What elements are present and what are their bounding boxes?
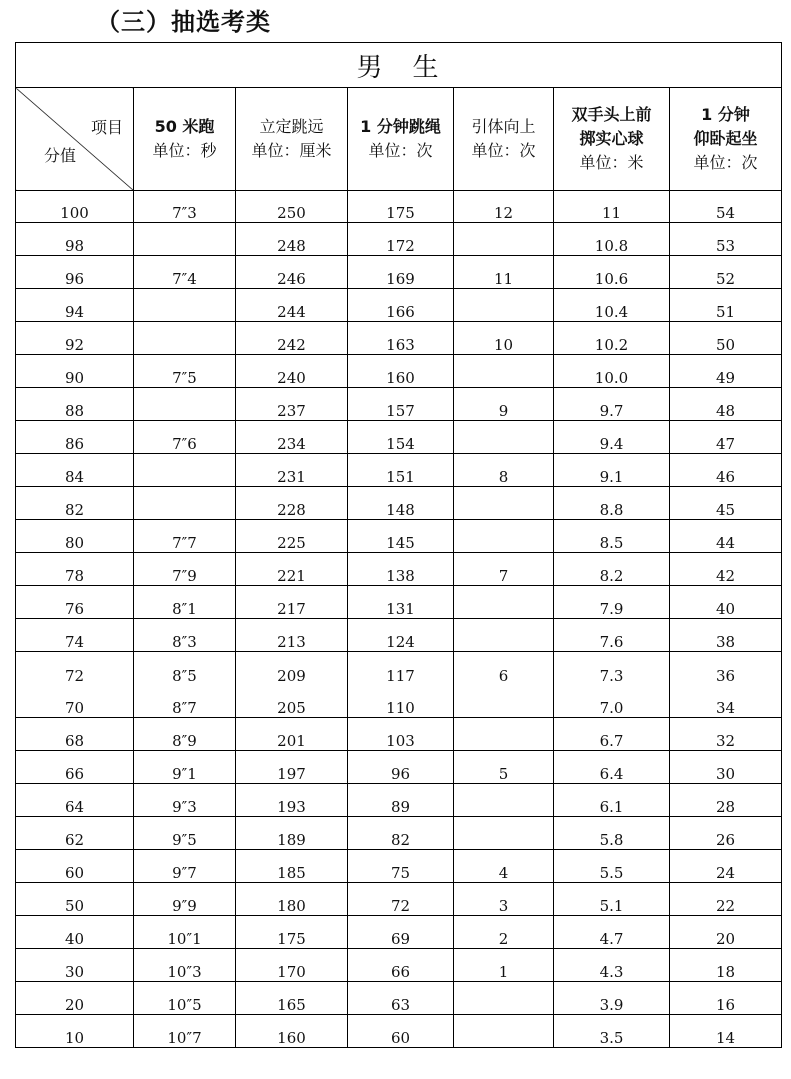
rope-skip-cell: 160 [348,355,454,388]
rope-skip-cell: 148 [348,487,454,520]
ball-throw-cell: 3.9 [554,982,670,1015]
run-50m-cell [134,487,236,520]
ball-throw-cell: 8.5 [554,520,670,553]
pull-up-cell [454,619,554,652]
table-row [16,586,782,619]
run-50m-cell: 10″3 [134,949,236,982]
long-jump-cell: 175 [236,916,348,949]
long-jump-cell: 240 [236,355,348,388]
pull-up-cell: 4 [454,850,554,883]
male-score-table [15,42,782,1048]
long-jump-cell: 201 [236,718,348,751]
pull-up-cell [454,817,554,850]
run-50m-cell: 9″7 [134,850,236,883]
sit-up-cell: 34 [670,685,782,718]
column-unit: 单位：秒 [152,141,217,160]
run-50m-cell [134,322,236,355]
ball-throw-cell: 9.7 [554,388,670,421]
score-cell: 76 [16,586,134,619]
table-row [16,1015,782,1048]
long-jump-cell: 180 [236,883,348,916]
rope-skip-cell: 124 [348,619,454,652]
rope-skip-cell: 63 [348,982,454,1015]
run-50m-cell: 7″6 [134,421,236,454]
long-jump-cell: 205 [236,685,348,718]
long-jump-cell: 228 [236,487,348,520]
score-cell: 50 [16,883,134,916]
ball-throw-cell: 10.6 [554,256,670,289]
ball-throw-cell: 10.4 [554,289,670,322]
pull-up-cell [454,487,554,520]
score-cell: 100 [16,191,134,223]
long-jump-cell: 217 [236,586,348,619]
pull-up-cell [454,421,554,454]
run-50m-cell: 8″3 [134,619,236,652]
column-title: 双手头上前 [571,105,652,124]
run-50m-cell: 8″9 [134,718,236,751]
sit-up-cell: 51 [670,289,782,322]
rope-skip-cell: 157 [348,388,454,421]
rope-skip-cell: 75 [348,850,454,883]
table-row [16,751,782,784]
table-row [16,421,782,454]
long-jump-cell: 165 [236,982,348,1015]
ball-throw-cell: 8.8 [554,487,670,520]
pull-up-cell: 7 [454,553,554,586]
table-row [16,520,782,553]
ball-throw-cell: 6.7 [554,718,670,751]
rope-skip-cell: 138 [348,553,454,586]
sit-up-cell: 26 [670,817,782,850]
sit-up-cell: 44 [670,520,782,553]
column-header-standing-long-jump [236,88,348,191]
score-cell: 84 [16,454,134,487]
table-row [16,454,782,487]
table-row [16,355,782,388]
column-header-sit-ups [670,88,782,191]
sit-up-cell: 20 [670,916,782,949]
ball-throw-cell: 9.4 [554,421,670,454]
rope-skip-cell: 72 [348,883,454,916]
long-jump-cell: 231 [236,454,348,487]
table-row [16,817,782,850]
pull-up-cell [454,355,554,388]
sit-up-cell: 24 [670,850,782,883]
pull-up-cell: 1 [454,949,554,982]
score-cell: 94 [16,289,134,322]
rope-skip-cell: 96 [348,751,454,784]
long-jump-cell: 225 [236,520,348,553]
long-jump-cell: 244 [236,289,348,322]
ball-throw-cell: 7.0 [554,685,670,718]
column-unit: 单位：次 [471,141,536,160]
run-50m-cell: 9″3 [134,784,236,817]
header-score-label: 分值 [44,146,77,165]
column-unit: 单位：次 [693,153,758,172]
run-50m-cell [134,223,236,256]
run-50m-cell: 7″5 [134,355,236,388]
pull-up-cell: 11 [454,256,554,289]
pull-up-cell [454,685,554,718]
sit-up-cell: 38 [670,619,782,652]
column-title: 50 米跑 [154,117,215,136]
column-header-medicine-ball-throw [554,88,670,191]
pull-up-cell [454,223,554,256]
run-50m-cell [134,388,236,421]
sit-up-cell: 32 [670,718,782,751]
table-row [16,388,782,421]
column-title: 立定跳远 [259,117,324,136]
run-50m-cell: 8″5 [134,652,236,685]
long-jump-cell: 250 [236,191,348,223]
column-header-rope-skipping [348,88,454,191]
table-row [16,784,782,817]
rope-skip-cell: 145 [348,520,454,553]
column-unit: 单位：次 [368,141,433,160]
score-cell: 66 [16,751,134,784]
run-50m-cell: 7″9 [134,553,236,586]
sit-up-cell: 47 [670,421,782,454]
table-row [16,256,782,289]
run-50m-cell: 9″9 [134,883,236,916]
run-50m-cell [134,289,236,322]
sit-up-cell: 22 [670,883,782,916]
ball-throw-cell: 7.6 [554,619,670,652]
ball-throw-cell: 5.5 [554,850,670,883]
ball-throw-cell: 9.1 [554,454,670,487]
long-jump-cell: 193 [236,784,348,817]
score-cell: 74 [16,619,134,652]
pull-up-cell [454,289,554,322]
table-row [16,322,782,355]
long-jump-cell: 221 [236,553,348,586]
rope-skip-cell: 110 [348,685,454,718]
rope-skip-cell: 66 [348,949,454,982]
ball-throw-cell: 5.1 [554,883,670,916]
column-title: 1 分钟跳绳 [360,117,441,136]
sit-up-cell: 46 [670,454,782,487]
long-jump-cell: 170 [236,949,348,982]
score-cell: 20 [16,982,134,1015]
ball-throw-cell: 4.7 [554,916,670,949]
table-row [16,487,782,520]
score-cell: 86 [16,421,134,454]
pull-up-cell: 8 [454,454,554,487]
sit-up-cell: 16 [670,982,782,1015]
score-cell: 30 [16,949,134,982]
table-row [16,652,782,685]
sit-up-cell: 14 [670,1015,782,1048]
pull-up-cell: 9 [454,388,554,421]
column-title-line2: 掷实心球 [579,129,644,148]
column-unit: 单位：米 [579,153,644,172]
run-50m-cell [134,454,236,487]
rope-skip-cell: 175 [348,191,454,223]
long-jump-cell: 234 [236,421,348,454]
rope-skip-cell: 163 [348,322,454,355]
run-50m-cell: 8″1 [134,586,236,619]
sit-up-cell: 30 [670,751,782,784]
long-jump-cell: 248 [236,223,348,256]
sit-up-cell: 53 [670,223,782,256]
column-header-pull-ups [454,88,554,191]
rope-skip-cell: 60 [348,1015,454,1048]
score-cell: 90 [16,355,134,388]
long-jump-cell: 160 [236,1015,348,1048]
pull-up-cell [454,982,554,1015]
ball-throw-cell: 6.1 [554,784,670,817]
score-cell: 80 [16,520,134,553]
run-50m-cell: 10″1 [134,916,236,949]
pull-up-cell: 5 [454,751,554,784]
sit-up-cell: 40 [670,586,782,619]
pull-up-cell: 3 [454,883,554,916]
score-table-body [16,191,782,1048]
score-cell: 88 [16,388,134,421]
long-jump-cell: 246 [236,256,348,289]
table-row [16,685,782,718]
pull-up-cell: 6 [454,652,554,685]
pull-up-cell: 2 [454,916,554,949]
column-title-line2: 仰卧起坐 [693,129,758,148]
table-row [16,191,782,223]
rope-skip-cell: 172 [348,223,454,256]
table-banner: 男 生 [16,43,782,88]
long-jump-cell: 242 [236,322,348,355]
sit-up-cell: 42 [670,553,782,586]
ball-throw-cell: 6.4 [554,751,670,784]
rope-skip-cell: 69 [348,916,454,949]
ball-throw-cell: 10.2 [554,322,670,355]
table-row [16,718,782,751]
sit-up-cell: 18 [670,949,782,982]
rope-skip-cell: 103 [348,718,454,751]
run-50m-cell: 10″5 [134,982,236,1015]
run-50m-cell: 9″1 [134,751,236,784]
sit-up-cell: 48 [670,388,782,421]
sit-up-cell: 45 [670,487,782,520]
rope-skip-cell: 166 [348,289,454,322]
rope-skip-cell: 82 [348,817,454,850]
long-jump-cell: 213 [236,619,348,652]
sit-up-cell: 36 [670,652,782,685]
sit-up-cell: 28 [670,784,782,817]
table-row [16,982,782,1015]
score-cell: 82 [16,487,134,520]
pull-up-cell [454,1015,554,1048]
table-row [16,619,782,652]
section-heading: （三）抽选考类 [96,8,271,36]
run-50m-cell: 9″5 [134,817,236,850]
run-50m-cell: 7″7 [134,520,236,553]
score-cell: 10 [16,1015,134,1048]
rope-skip-cell: 131 [348,586,454,619]
ball-throw-cell: 10.8 [554,223,670,256]
score-cell: 70 [16,685,134,718]
run-50m-cell: 8″7 [134,685,236,718]
ball-throw-cell: 7.9 [554,586,670,619]
pull-up-cell: 12 [454,191,554,223]
header-item-label: 项目 [90,118,123,137]
sit-up-cell: 52 [670,256,782,289]
rope-skip-cell: 151 [348,454,454,487]
score-cell: 92 [16,322,134,355]
score-cell: 62 [16,817,134,850]
long-jump-cell: 189 [236,817,348,850]
ball-throw-cell: 5.8 [554,817,670,850]
column-unit: 单位：厘米 [251,141,332,160]
score-cell: 64 [16,784,134,817]
sit-up-cell: 50 [670,322,782,355]
score-cell: 98 [16,223,134,256]
table-row [16,916,782,949]
table-row [16,289,782,322]
rope-skip-cell: 89 [348,784,454,817]
score-cell: 60 [16,850,134,883]
rope-skip-cell: 169 [348,256,454,289]
rope-skip-cell: 154 [348,421,454,454]
long-jump-cell: 197 [236,751,348,784]
column-header-50m-run [134,88,236,191]
long-jump-cell: 237 [236,388,348,421]
header-row [16,88,782,191]
sit-up-cell: 49 [670,355,782,388]
score-cell: 40 [16,916,134,949]
table-row [16,883,782,916]
long-jump-cell: 185 [236,850,348,883]
long-jump-cell: 209 [236,652,348,685]
run-50m-cell: 7″3 [134,191,236,223]
ball-throw-cell: 3.5 [554,1015,670,1048]
column-title: 1 分钟 [701,105,750,124]
pull-up-cell [454,586,554,619]
run-50m-cell: 10″7 [134,1015,236,1048]
sit-up-cell: 54 [670,191,782,223]
column-title: 引体向上 [471,117,536,136]
score-cell: 96 [16,256,134,289]
ball-throw-cell: 8.2 [554,553,670,586]
ball-throw-cell: 10.0 [554,355,670,388]
table-row [16,850,782,883]
pull-up-cell [454,784,554,817]
pull-up-cell [454,718,554,751]
ball-throw-cell: 11 [554,191,670,223]
pull-up-cell: 10 [454,322,554,355]
pull-up-cell [454,520,554,553]
table-row [16,553,782,586]
rope-skip-cell: 117 [348,652,454,685]
score-cell: 78 [16,553,134,586]
score-cell: 68 [16,718,134,751]
table-row [16,223,782,256]
table-row [16,949,782,982]
score-cell: 72 [16,652,134,685]
ball-throw-cell: 4.3 [554,949,670,982]
ball-throw-cell: 7.3 [554,652,670,685]
diagonal-header-cell [16,88,134,191]
run-50m-cell: 7″4 [134,256,236,289]
